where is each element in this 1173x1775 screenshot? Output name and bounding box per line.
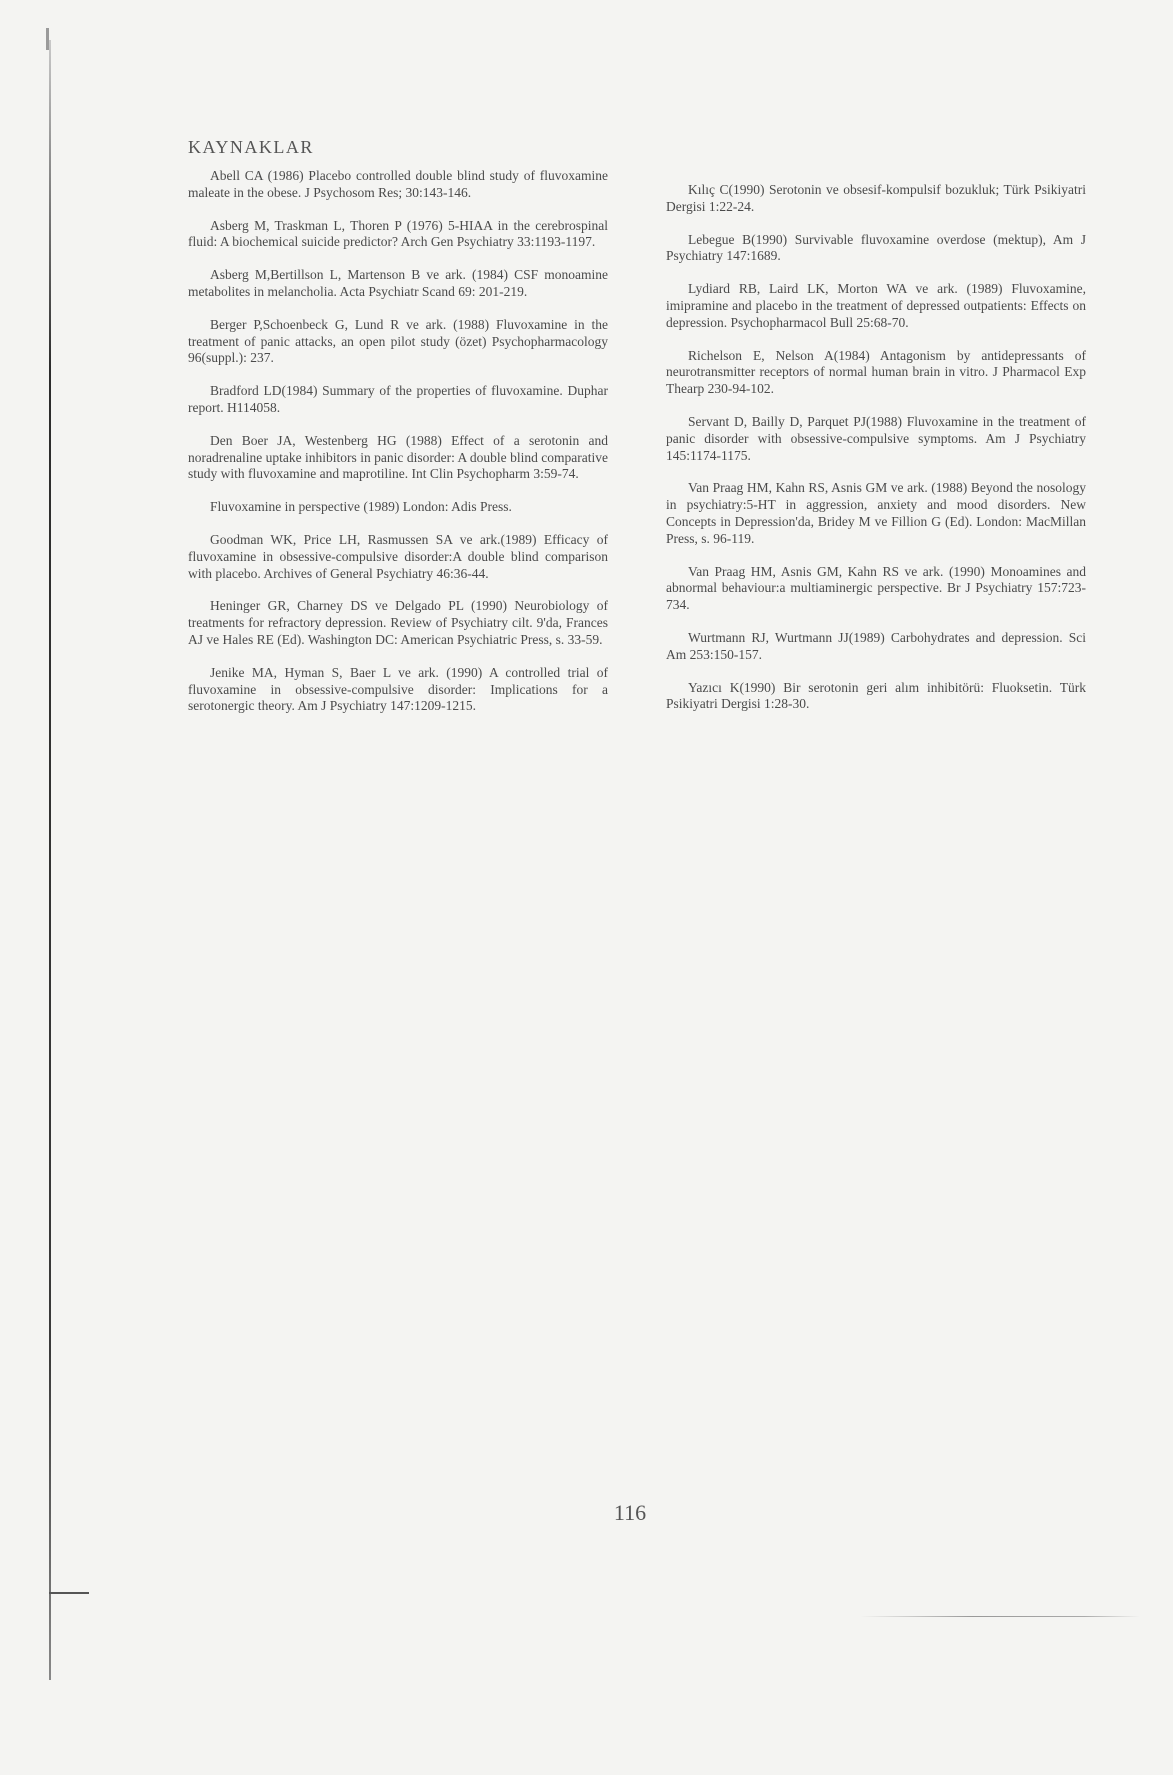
reference-entry: Goodman WK, Price LH, Rasmussen SA ve ark.(1989) Efficacy of fluvoxamine in obsessive-compulsive disorder:A double blind comparison with placebo. Archives of General Psychiatry 46:36-44.: [188, 531, 608, 581]
reference-entry: Fluvoxamine in perspective (1989) London: Adis Press.: [210, 499, 512, 515]
section-heading: KAYNAKLAR: [188, 137, 314, 157]
reference-entry: Bradford LD(1984) Summary of the properties of fluvoxamine. Duphar report. H114058.: [188, 383, 608, 415]
reference-entry: Yazıcı K(1990) Bir serotonin geri alım inhibitörü: Fluoksetin. Türk Psikiyatri Dergisi 1:28-30.: [666, 679, 1086, 712]
reference-entry: Berger P,Schoenbeck G, Lund R ve ark. (1988) Fluvoxamine in the treatment of panic attacks, an open pilot study (özet) Psychopharmacology 96(suppl.): 237.: [188, 316, 608, 366]
reference-entry: Asberg M,Bertillson L, Martenson B ve ark. (1984) CSF monoamine metabolites in melancholia. Acta Psychiatr Scand 69: 201-219.: [188, 267, 608, 299]
reference-entry: Van Praag HM, Asnis GM, Kahn RS ve ark. (1990) Monoamines and abnormal behaviour:a multiaminergic perspective. Br J Psychiatry 157:723-734.: [666, 563, 1086, 613]
reference-entry: Van Praag HM, Kahn RS, Asnis GM ve ark. (1988) Beyond the nosology in psychiatry:5-HT in aggression, anxiety and mood disorders. New Concepts in Depression'da, Bridey M ve Fillion G (Ed). London: MacMillan Press, s. 96-119.: [666, 480, 1086, 546]
reference-column-right: [666, 182, 1086, 729]
reference-entry: Kılıç C(1990) Serotonin ve obsesif-kompulsif bozukluk; Türk Psikiyatri Dergisi 1:22-24.: [666, 182, 1086, 214]
reference-entry: Richelson E, Nelson A(1984) Antagonism by antidepressants of neurotransmitter receptors of normal human brain in vitro. J Pharmacol Exp Thearp 230-94-102.: [666, 347, 1086, 397]
reference-entry: Wurtmann RJ, Wurtmann JJ(1989) Carbohydrates and depression. Sci Am 253:150-157.: [666, 629, 1086, 662]
reference-entry: Heninger GR, Charney DS ve Delgado PL (1990) Neurobiology of treatments for refractory depression. Review of Psychiatry cilt. 9'da, Frances AJ ve Hales RE (Ed). Washington DC: American Psychiatric Press, s. 33-59.: [188, 598, 608, 647]
reference-entry: Lydiard RB, Laird LK, Morton WA ve ark. (1989) Fluvoxamine, imipramine and placebo in the treatment of depressed outpatients: Effects on depression. Psychopharmacol Bull 25:68-70.: [666, 281, 1086, 330]
reference-entry: Asberg M, Traskman L, Thoren P (1976) 5-HIAA in the cerebrospinal fluid: A biochemical suicide predictor? Arch Gen Psychiatry 33:1193-1197.: [188, 217, 608, 250]
reference-entry: Abell CA (1986) Placebo controlled double blind study of fluvoxamine maleate in the obese. J Psychosom Res; 30:143-146.: [188, 168, 608, 200]
reference-entry: Jenike MA, Hyman S, Baer L ve ark. (1990) A controlled trial of fluvoxamine in obsessive-compulsive disorder: Implications for a serotonergic theory. Am J Psychiatry 147:1209-1215.: [188, 664, 608, 714]
scan-smudge-line: [860, 1616, 1140, 1617]
reference-column-left: [188, 168, 608, 731]
reference-entry: Servant D, Bailly D, Parquet PJ(1988) Fluvoxamine in the treatment of panic disorder with obsessive-compulsive symptoms. Am J Psychiatry 145:1174-1175.: [666, 413, 1086, 463]
reference-entry: Lebegue B(1990) Survivable fluvoxamine overdose (mektup), Am J Psychiatry 147:1689.: [666, 231, 1086, 264]
scan-tick-mark: [49, 1592, 89, 1594]
page-number: 116: [613, 1500, 647, 1525]
scan-binding-edge: [49, 40, 51, 1680]
reference-entry: Den Boer JA, Westenberg HG (1988) Effect of a serotonin and noradrenaline uptake inhibitors in panic disorder: A double blind comparative study with fluvoxamine and maprotiline. Int Clin Psychopharm 3:59-74.: [188, 432, 608, 482]
